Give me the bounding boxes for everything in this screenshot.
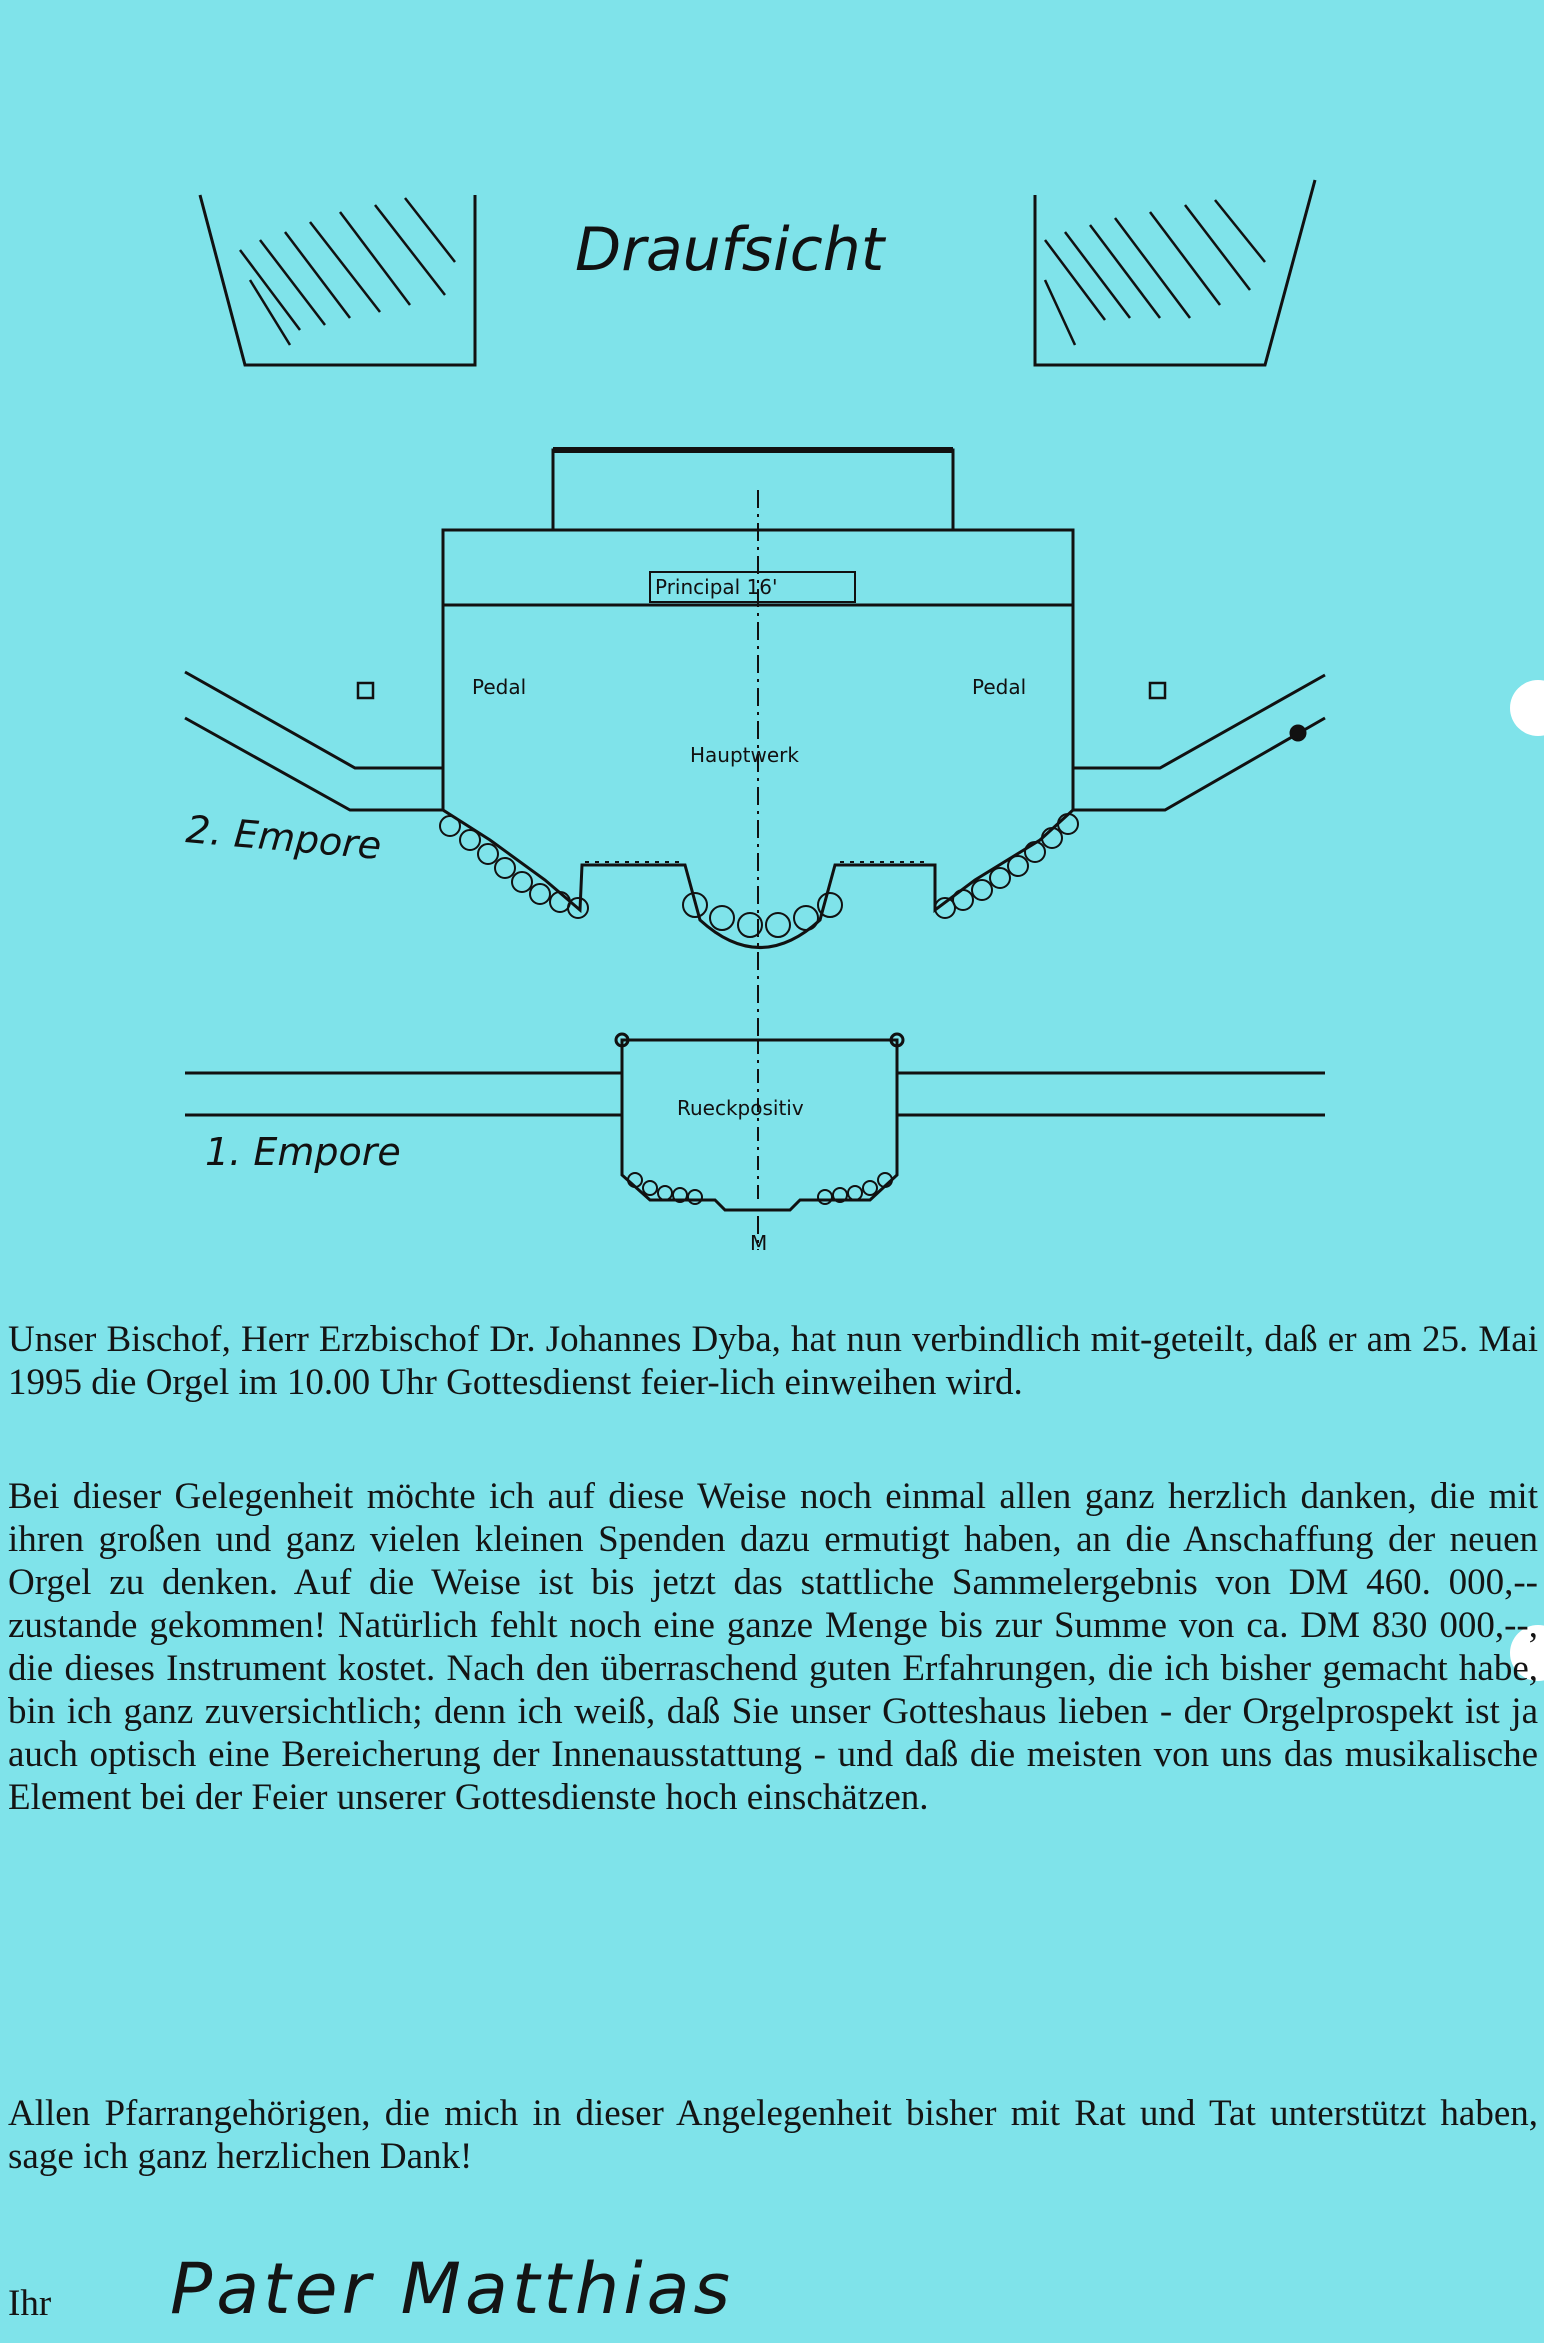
- principal-label: Principal 16': [655, 575, 778, 599]
- axis-mark: M: [750, 1231, 768, 1255]
- rueckpositiv-outline: [622, 1040, 897, 1210]
- hauptwerk-label: Hauptwerk: [690, 743, 799, 767]
- hatched-box-left: [200, 195, 475, 365]
- pedal-left-label: Pedal: [472, 675, 527, 699]
- letter-paragraph-1: Unser Bischof, Herr Erzbischof Dr. Johannes Dyba, hat nun verbindlich mit-geteilt, daß er am 25. Mai 1995 die Orgel im 10.00 Uhr Gottesdienst feier-lich einweihen wird.: [8, 1319, 1538, 1403]
- hatched-box-right: [1035, 180, 1315, 365]
- post-right: [1150, 683, 1165, 698]
- letter-paragraph-2: Bei dieser Gelegenheit möchte ich auf diese Weise noch einmal allen ganz herzlich danken, die mit ihren großen und ganz vielen kleinen Spenden dazu ermutigt haben, an die Anschaffung der neuen Orgel zu denken. Auf die Weise ist bis jetzt das stattliche Sammelergebnis von DM 460. 000,-- zustande gekommen! Natürlich fehlt noch eine ganze Menge bis zur Summe von ca. DM 830 000,--, die dieses Instrument kostet. Nach den überraschend guten Erfahrungen, die ich bisher gemacht habe, bin ich ganz zuversichtlich; denn ich weiß, daß Sie unser Gotteshaus lieben - der Orgelprospekt ist ja auch optisch eine Bereicherung der Innenausstattung - und daß die meisten von uns das musikalische Element bei der Feier unserer Gottesdienste hoch einschätzen.: [8, 1476, 1538, 1818]
- pedal-right-label: Pedal: [972, 675, 1027, 699]
- gallery-1-label: 1. Empore: [205, 1130, 401, 1174]
- post-left: [358, 683, 373, 698]
- rueckpositiv-label: Rueckpositiv: [677, 1096, 804, 1120]
- diagram-title: Draufsicht: [575, 215, 885, 285]
- signature: Pater Matthias: [170, 2248, 735, 2330]
- gallery-2-label: 2. Empore: [184, 807, 384, 869]
- post-dot-right: [1291, 726, 1305, 740]
- closing-word: Ihr: [8, 2283, 52, 2324]
- gallery-2-wall-left: [185, 672, 443, 810]
- gallery-2-wall-right: [1073, 675, 1325, 810]
- letter-paragraph-3: Allen Pfarrangehörigen, die mich in dieser Angelegenheit bisher mit Rat und Tat unterstützt haben, sage ich ganz herzlichen Dank!: [8, 2093, 1538, 2177]
- organ-top-bench: [553, 450, 953, 530]
